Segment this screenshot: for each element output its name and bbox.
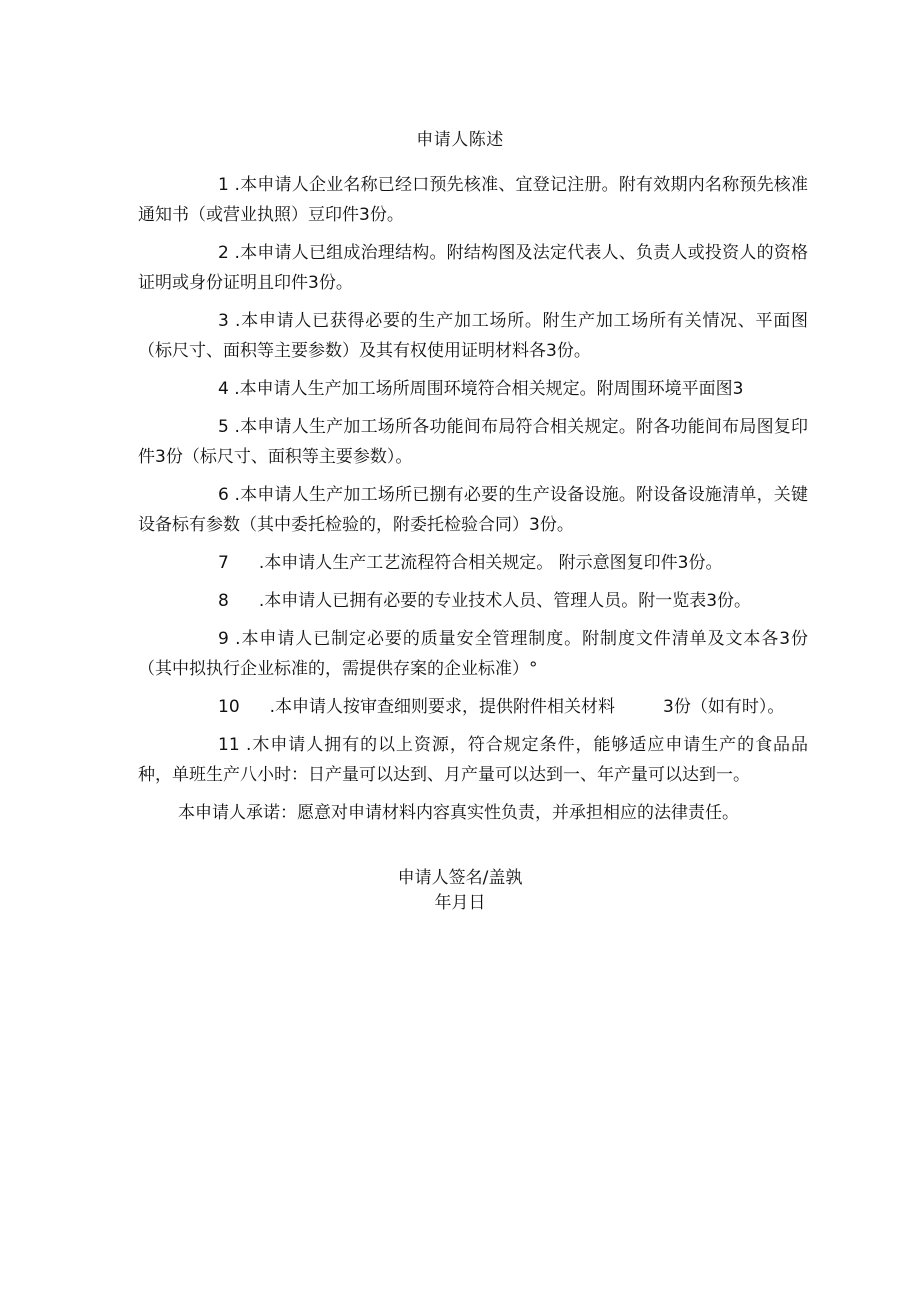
applicant-pledge: 本申请人承诺：愿意对申请材料内容真实性负责，并承担相应的法律责任。 (178, 803, 739, 823)
statement-item-6 (138, 480, 808, 540)
signature-label: 申请人签名/盖孰 (397, 868, 523, 888)
item-text-continued: 3份（如有时）。 (663, 697, 785, 717)
item-text: .本申请人企业名称已经口预先核准、宜登记注册。附有效期内名称预先核准通知书（或营业执照）豆印件3份。 (138, 175, 808, 225)
statement-item-3 (138, 306, 808, 366)
item-text: .本申请人已获得必要的生产加工场所。附生产加工场所有关情况、平面图（标尺寸、面积等主要参数）及其有权使用证明材料各3份。 (138, 311, 809, 361)
statement-item-1 (138, 170, 808, 230)
date-label: 年月日 (434, 893, 486, 913)
statement-item-8 (138, 586, 808, 616)
item-number: 11 (218, 735, 240, 755)
item-number: 2 (218, 243, 229, 263)
item-text: .本申请人生产工艺流程符合相关规定。 附示意图复印件3份。 (258, 553, 723, 573)
item-text: .本申请人已拥有必要的专业技术人员、管理人员。附一览表3份。 (258, 591, 752, 611)
item-number: 10 (218, 697, 240, 717)
item-number: 9 (218, 629, 229, 649)
statement-item-9 (138, 624, 808, 684)
item-number: 1 (218, 175, 229, 195)
statement-item-4 (138, 374, 808, 404)
item-text: .本申请人生产加工场所周围环境符合相关规定。附周围环境平面图3 (234, 379, 744, 399)
statement-item-10 (138, 692, 808, 722)
item-text: .本申请人生产加工场所各功能间布局符合相关规定。附各功能间布局图复印件3份（标尺寸、面积等主要参数）。 (138, 417, 808, 467)
item-number: 5 (218, 417, 229, 437)
statement-body (138, 170, 808, 828)
statement-item-2 (138, 238, 808, 298)
page-title: 申请人陈述 (416, 130, 504, 150)
item-text: .本申请人按审查细则要求，提供附件相关材料 (269, 697, 616, 717)
item-number: 7 (218, 553, 229, 573)
item-number: 4 (218, 379, 229, 399)
item-number: 8 (218, 591, 229, 611)
item-text: .本申请人生产加工场所已捌有必要的生产设备设施。附设备设施清单，关键设备标有参数（其中委托检验的，附委托检验合同）3份。 (138, 485, 808, 535)
statement-item-5 (138, 412, 808, 472)
statement-item-11 (138, 730, 808, 790)
item-text: .本申请人已组成治理结构。附结构图及法定代表人、负责人或投资人的资格证明或身份证明且印件3份。 (138, 243, 808, 293)
item-text: .木申请人拥有的以上资源，符合规定条件，能够适应申请生产的食品品种，单班生产八小时：日产量可以达到、月产量可以达到一、年产量可以达到一。 (138, 735, 808, 785)
item-text: .本申请人已制定必要的质量安全管理制度。附制度文件清单及文本各3份（其中拟执行企业标准的，需提供存案的企业标准）° (138, 629, 809, 679)
item-number: 3 (218, 311, 229, 331)
item-number: 6 (218, 485, 229, 505)
signature-block (0, 866, 920, 916)
statement-item-7 (138, 548, 808, 578)
